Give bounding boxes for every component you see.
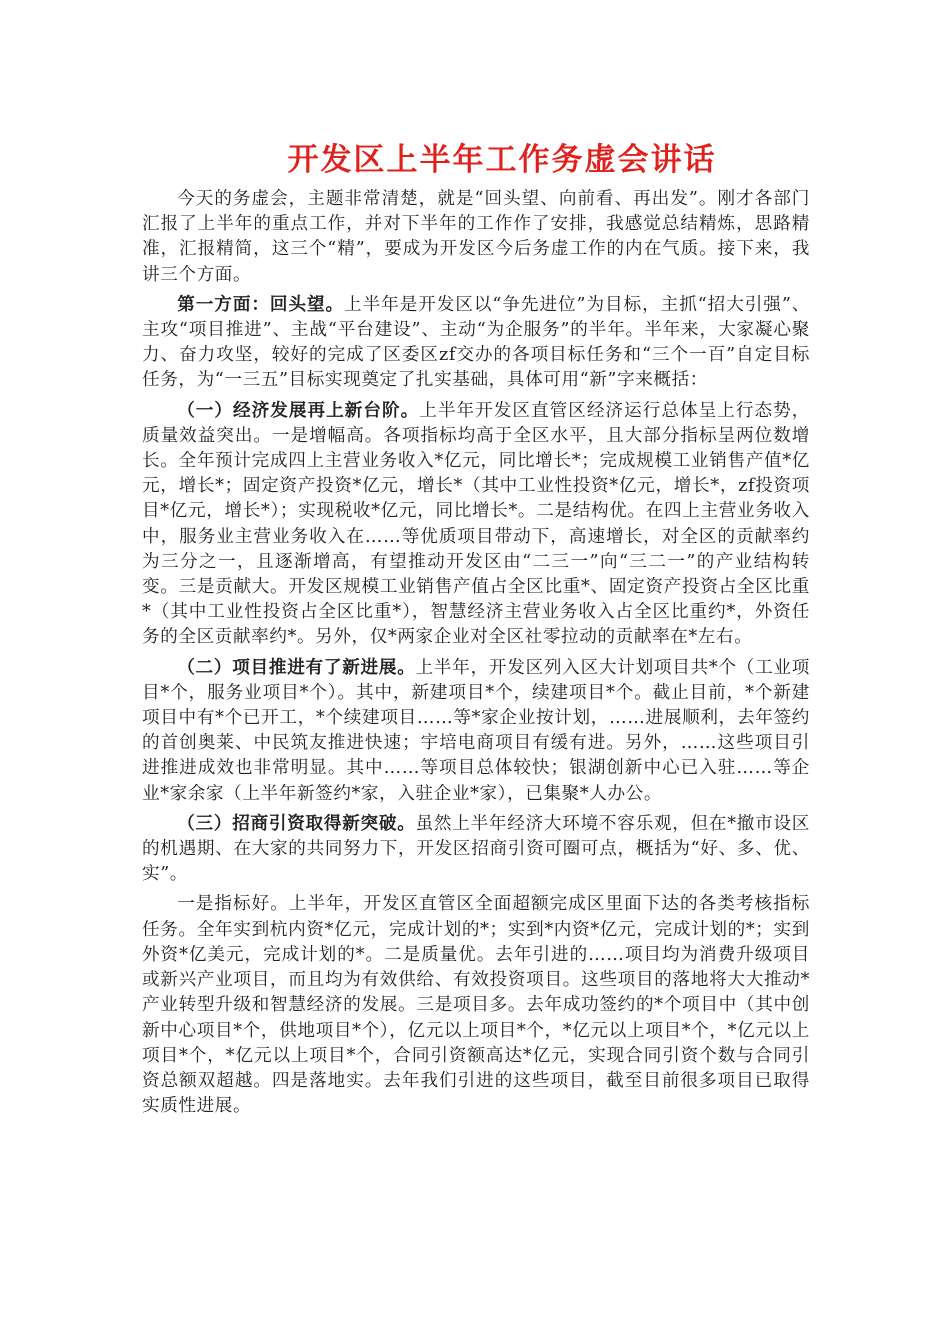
paragraph-intro [142,186,810,288]
paragraph-projects [142,655,810,807]
paragraph-indicators [142,891,810,1119]
document-title: 开发区上半年工作务虚会讲话 [287,142,717,178]
paragraph-text: 一是指标好。上半年，开发区直管区全面超额完成区里面下达的各类考核指标任务。全年实到杭内资*亿元，完成计划的*；实到*内资*亿元，完成计划的*；实到外资*亿美元，完成计划的*。二是质量优。去年引进的……项目均为消费升级项目或新兴产业项目，而且均为有效供给、有效投资项目。这些项目的落地将大大推动*产业转型升级和智慧经济的发展。三是项目多。去年成功签约的*个项目中（其中创新中心项目*个，供地项目*个），亿元以上项目*个，*亿元以上项目*个，*亿元以上项目*个，*亿元以上项目*个，合同引资额高达*亿元，实现合同引资个数与合同引资总额双超越。四是落地实。去年我们引进的这些项目，截至目前很多项目已取得实质性进展。 [142,894,810,1117]
paragraph-lead: （一）经济发展再上新台阶。 [177,399,420,421]
paragraph-investment [142,811,810,888]
paragraph-text: 上半年是开发区以“争先进位”为目标，主抓“招大引强”、主攻“项目推进”、主战“平台建设”、主动“为企服务”的半年。半年来，大家凝心聚力、奋力攻坚，较好的完成了区委区zf交办的各项目标任务和“三个一百”自定目标任务，为“一三五”目标实现奠定了扎实基础，具体可用“新”字来概括： [142,294,810,391]
paragraph-text: 上半年，开发区列入区大计划项目共*个（工业项目*个，服务业项目*个）。其中，新建项目*个，续建项目*个。截止目前，*个新建项目中有*个已开工，*个续建项目……等*家企业按计划，……进展顺利，去年签约的首创奥莱、中民筑友推进快速；宇培电商项目有缓有进。另外，……这些项目引进推进成效也非常明显。其中……等项目总体较快；银湖创新中心已入驻……等企业*家余家（上半年新签约*家，入驻企业*家），已集聚*人办公。 [142,657,811,804]
paragraph-text: 虽然上半年经济大环境不容乐观，但在*撤市设区的机遇期、在大家的共同努力下，开发区招商引资可圈可点，概括为“好、多、优、实”。 [142,813,811,885]
paragraph-text: 今天的务虚会，主题非常清楚，就是“回头望、向前看、再出发”。刚才各部门汇报了上半年的重点工作，并对下半年的工作作了安排，我感觉总结精炼，思路精准，汇报精简，这三个“精”，要成为开发区今后务虚工作的内在气质。接下来，我讲三个方面。 [142,189,810,285]
paragraph-lead: 第一方面：回头望。 [177,293,345,315]
document-body [142,186,810,1123]
paragraph-lead: （三）招商引资取得新突破。 [177,812,416,834]
paragraph-text: 上半年开发区直管区经济运行总体呈上行态势，质量效益突出。一是增幅高。各项指标均高于全区水平，且大部分指标呈两位数增长。全年预计完成四上主营业务收入*亿元，同比增长*；完成规模工业销售产值*亿元，增长*；固定资产投资*亿元，增长*（其中工业性投资*亿元，增长*，zf投资项目*亿元，增长*）；实现税收*亿元，同比增长*。二是结构优。在四上主营业务收入中，服务业主营业务收入在……等优质项目带动下，高速增长，对全区的贡献率约为三分之一，且逐渐增高，有望推动开发区由“二三一”向“三二一”的产业结构转变。三是贡献大。开发区规模工业销售产值占全区比重*、固定资产投资占全区比重*（其中工业性投资占全区比重*），智慧经济主营业务收入占全区比重约*，外资任务的全区贡献率约*。另外，仅*两家企业对全区社零拉动的贡献率在*左右。 [142,400,810,648]
paragraph-lead: （二）项目推进有了新进展。 [177,656,416,678]
paragraph-economy [142,398,810,651]
paragraph-section-1 [142,292,810,394]
